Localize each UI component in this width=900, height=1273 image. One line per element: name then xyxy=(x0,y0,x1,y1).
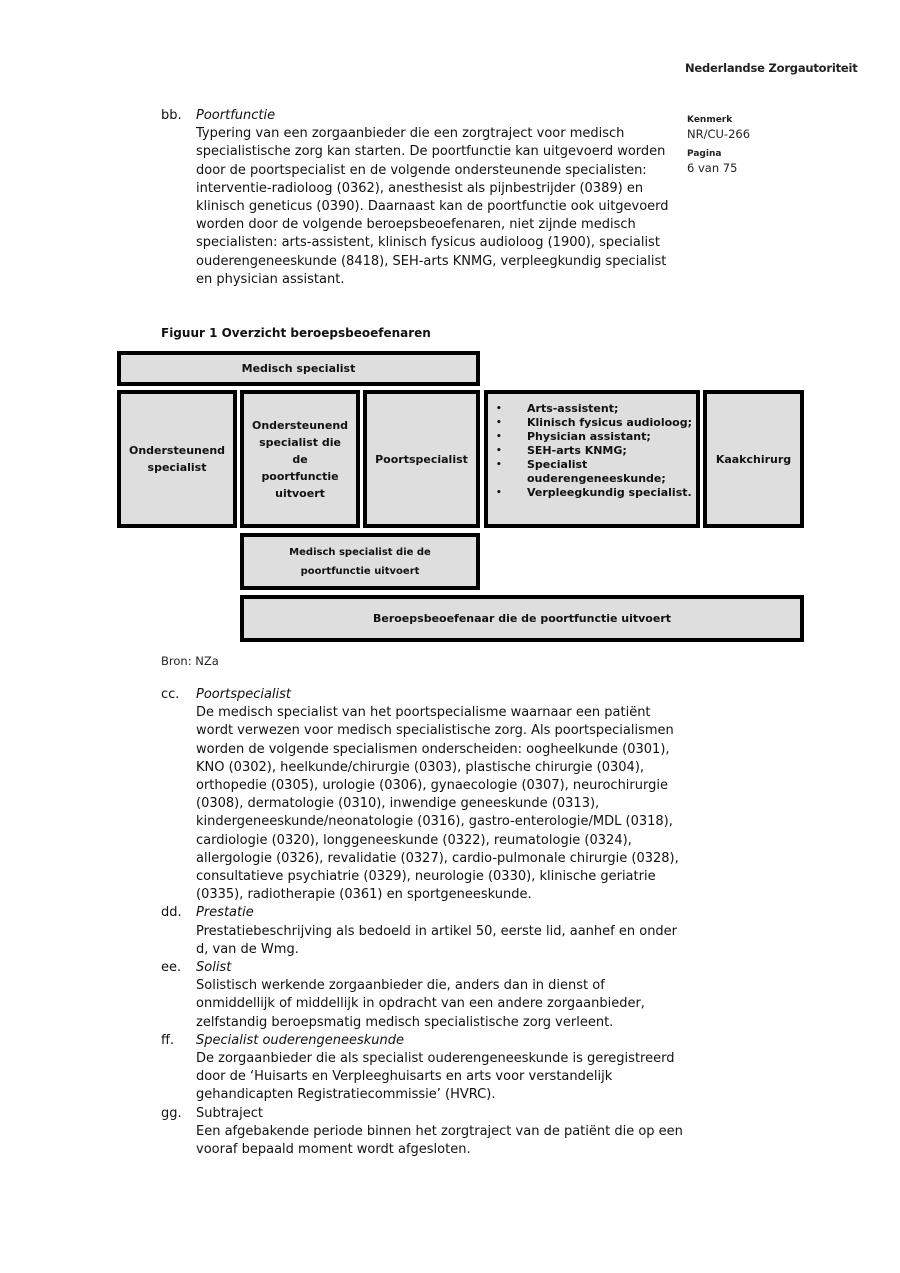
figure-source: Bron: NZa xyxy=(161,654,219,668)
definition-term: Poortspecialist xyxy=(196,687,292,702)
box-label: Medisch specialist die de poortfunctie uitvoert xyxy=(289,546,431,577)
box-medisch-specialist-poortfunctie xyxy=(240,533,480,590)
definition-key: ee. xyxy=(161,960,182,976)
list-item: • Physician assistant; xyxy=(496,430,651,443)
definition-cc xyxy=(161,686,683,904)
figure-title: Figuur 1 Overzicht beroepsbeoefenaren xyxy=(161,326,431,340)
box-beroepsbeoefenaar-poortfunctie xyxy=(240,595,804,642)
box-ondersteunend-poortfunctie xyxy=(240,390,360,528)
definition-term: Specialist ouderengeneeskunde xyxy=(196,1032,404,1048)
definition-key: cc. xyxy=(161,687,180,702)
pagina-label: Pagina xyxy=(687,149,722,159)
definition-body: De zorgaanbieder die als specialist ouderengeneeskunde is geregistreerd door de ‘Huisarts en Verpleeghuisarts en arts voor verstandelijk gehandicapten Registratiecommissie’ (HVRC). xyxy=(196,1051,675,1103)
definition-key: ff. xyxy=(161,1032,175,1048)
box-non-specialists xyxy=(484,390,700,528)
bullet-icon: • xyxy=(496,432,502,442)
definition-dd xyxy=(161,904,683,959)
definition-key: gg. xyxy=(161,1105,182,1121)
box-label: Ondersteunend specialist xyxy=(128,444,226,474)
definition-term: Subtraject xyxy=(196,1105,264,1121)
non-specialist-list xyxy=(488,402,696,500)
kenmerk-label: Kenmerk xyxy=(687,115,733,125)
definition-gg xyxy=(161,1105,683,1160)
list-item: • Verpleegkundig specialist. xyxy=(496,486,692,499)
definition-bb xyxy=(161,107,681,289)
box-poortspecialist xyxy=(363,390,480,528)
pagina-value: 6 van 75 xyxy=(687,161,738,175)
kenmerk-value: NR/CU-266 xyxy=(687,127,751,141)
organization-name: Nederlandse Zorgautoriteit xyxy=(685,61,858,75)
box-label: Ondersteunend specialist die de poortfunctie uitvoert xyxy=(251,418,349,500)
definition-body: De medisch specialist van het poortspecialisme waarnaar een patiënt wordt verwezen voor medisch specialistische zorg. Als poortspecialismen worden de volgende specialismen onderscheiden: oogheelkunde (0301), KNO (0302), heelkunde/chirurgie (0303), plastische chirurgie (0304), orthopedie (0305), urologie (0306), gynaecologie (0307), neurochirurgie (0308), dermatologie (0310), inwendige geneeskunde (0313), kindergeneeskunde/neonatologie (0316), gastro-enterologie/MDL (0318), cardiologie (0320), longgeneeskunde (0322), reumatologie (0324), allergologie (0326), revalidatie (0327), cardio-pulmonale chirurgie (0328), consultatieve psychiatrie (0329), neurologie (0330), klinische geriatrie (0335), radiotherapie (0361) en sportgeneeskunde. xyxy=(196,705,679,903)
definitions-bottom xyxy=(161,686,683,1159)
definition-body: Typering van een zorgaanbieder die een zorgtraject voor medisch specialistische zorg kan starten. De poortfunctie kan uitgevoerd worden door de poortspecialist en de volgende ondersteunende specialisten: interventie-radioloog (0362), anesthesist als pijnbestrijder (0389) en klinisch geneticus (0390). Daarnaast kan de poortfunctie ook uitgevoerd worden door de volgende beroepsbeoefenaren, niet zijnde medisch specialisten: arts-assistent, klinisch fysicus audioloog (1900), specialist ouderengeneeskunde (8418), SEH-arts KNMG, verpleegkundig specialist en physician assistant. xyxy=(196,126,669,287)
definition-body: Prestatiebeschrijving als bedoeld in artikel 50, eerste lid, aanhef en onder d, van de Wmg. xyxy=(196,923,678,957)
box-label: Medisch specialist xyxy=(241,362,356,375)
list-item: • SEH-arts KNMG; xyxy=(496,444,627,457)
list-item: • Arts-assistent; xyxy=(496,402,619,415)
bullet-icon: • xyxy=(496,488,502,498)
definition-body: Solistisch werkende zorgaanbieder die, anders dan in dienst of onmiddellijk of middellijk in opdracht van een andere zorgaanbieder, zelfstandig beroepsmatig medisch specialistische zorg verleent. xyxy=(196,978,645,1030)
bullet-icon: • xyxy=(496,446,502,456)
definition-term: Poortfunctie xyxy=(196,108,276,123)
list-item: • Specialist ouderengeneeskunde; xyxy=(496,458,666,485)
definition-key: bb. xyxy=(161,108,182,123)
definition-ee xyxy=(161,959,683,1032)
document-meta xyxy=(687,114,750,176)
box-medisch-specialist xyxy=(117,351,480,386)
box-ondersteunend-specialist xyxy=(117,390,237,528)
definition-term: Prestatie xyxy=(196,905,254,921)
bullet-icon: • xyxy=(496,418,502,428)
definition-body: Een afgebakende periode binnen het zorgtraject van de patiënt die op een vooraf bepaald moment wordt afgesloten. xyxy=(196,1123,683,1158)
box-label: Beroepsbeoefenaar die de poortfunctie uitvoert xyxy=(372,612,672,625)
box-kaakchirurg xyxy=(703,390,804,528)
bullet-icon: • xyxy=(496,460,502,470)
box-label: Poortspecialist xyxy=(375,452,468,466)
definitions-top xyxy=(161,107,681,289)
list-item: • Klinisch fysicus audioloog; xyxy=(496,416,693,429)
bullet-icon: • xyxy=(496,404,502,414)
definition-term: Solist xyxy=(196,960,232,976)
box-label: Kaakchirurg xyxy=(715,452,792,466)
definition-ff xyxy=(161,1032,683,1105)
definition-key: dd. xyxy=(161,905,182,921)
